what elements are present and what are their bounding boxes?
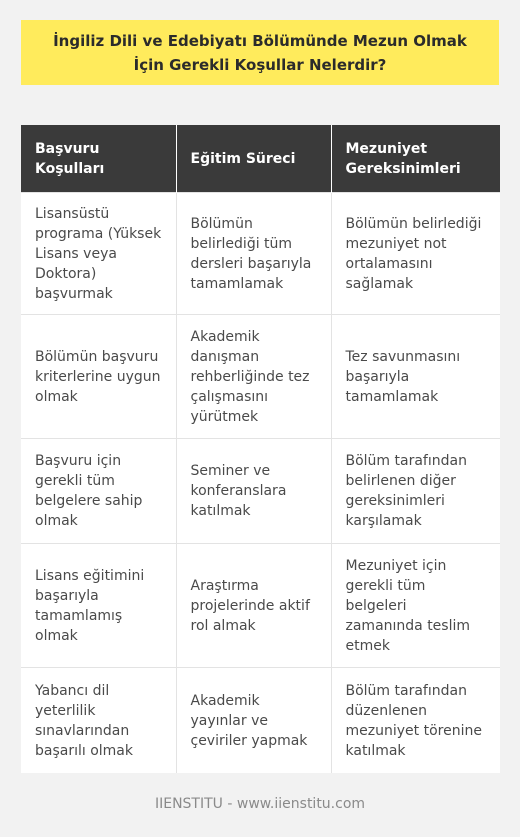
requirements-table [21, 125, 500, 773]
table-cell: Başvuru için gerekli tüm belgelere sahip olmak [21, 439, 176, 544]
table-cell: Araştırma projelerinde aktif rol almak [176, 544, 331, 668]
table-cell: Yabancı dil yeterlilik sınavlarından başarılı olmak [21, 668, 176, 774]
table-cell: Lisansüstü programa (Yüksek Lisans veya Doktora) başvurmak [21, 193, 176, 315]
table-cell: Bölüm tarafından düzenlenen mezuniyet törenine katılmak [331, 668, 500, 774]
column-header-application: Başvuru Koşulları [21, 125, 176, 193]
table-row [21, 544, 500, 668]
table-cell: Mezuniyet için gerekli tüm belgeleri zamanında teslim etmek [331, 544, 500, 668]
table-cell: Bölüm tarafından belirlenen diğer gereksinimleri karşılamak [331, 439, 500, 544]
footer-credit: IIENSTITU - www.iienstitu.com [154, 796, 366, 812]
table-cell: Lisans eğitimini başarıyla tamamlamış olmak [21, 544, 176, 668]
table-cell: Akademik danışman rehberliğinde tez çalışmasını yürütmek [176, 315, 331, 439]
column-header-education: Eğitim Süreci [176, 125, 331, 193]
table-cell: Seminer ve konferanslara katılmak [176, 439, 331, 544]
title-banner [21, 20, 499, 85]
table-row [21, 439, 500, 544]
table-row [21, 315, 500, 439]
table-header-row [21, 125, 500, 193]
table-row [21, 193, 500, 315]
table-cell: Tez savunmasını başarıyla tamamlamak [331, 315, 500, 439]
table-cell: Bölümün başvuru kriterlerine uygun olmak [21, 315, 176, 439]
table-cell: Bölümün belirlediği mezuniyet not ortalamasını sağlamak [331, 193, 500, 315]
page-title: İngiliz Dili ve Edebiyatı Bölümünde Mezun Olmak İçin Gerekli Koşullar Nelerdir? [53, 31, 467, 74]
table-cell: Bölümün belirlediği tüm dersleri başarıyla tamamlamak [176, 193, 331, 315]
table-row [21, 668, 500, 774]
table-cell: Akademik yayınlar ve çeviriler yapmak [176, 668, 331, 774]
column-header-graduation: Mezuniyet Gereksinimleri [331, 125, 500, 193]
